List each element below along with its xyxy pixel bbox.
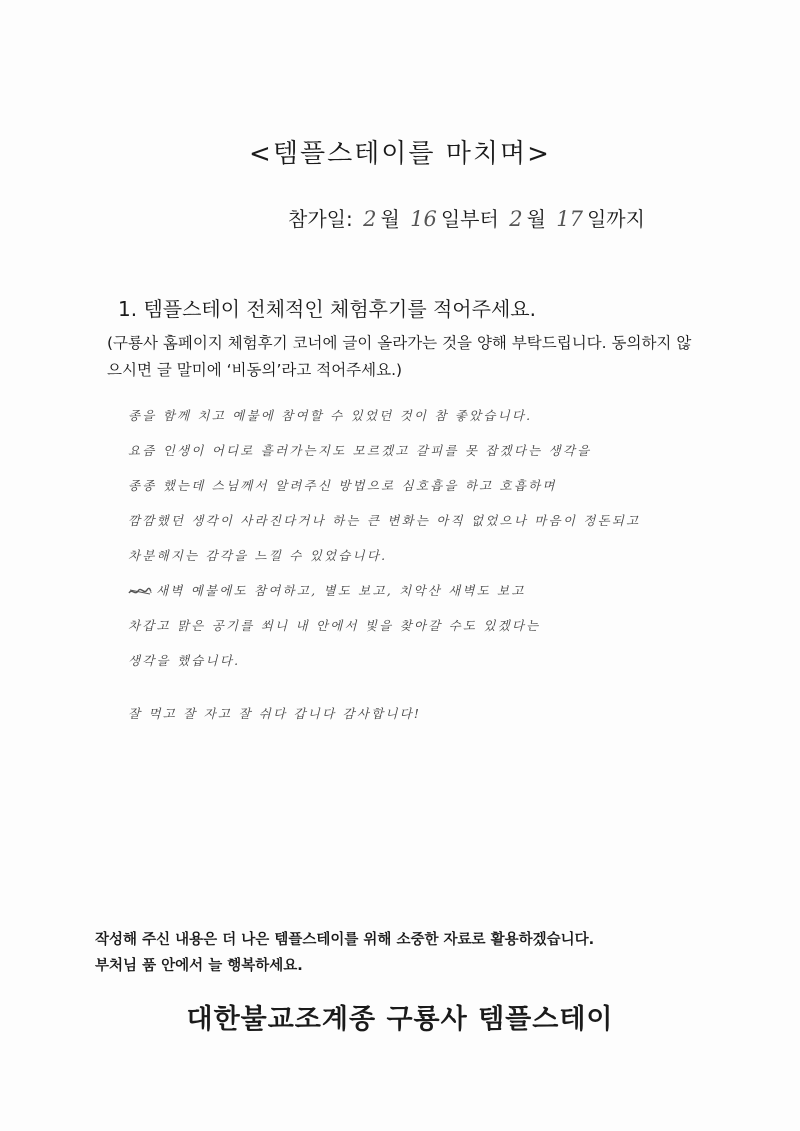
month-unit-end: 월 (526, 207, 546, 231)
answer-line: 생각을 했습니다. (128, 653, 241, 668)
to-text: 일까지 (586, 207, 645, 231)
answer-line: 요즘 인생이 어디로 흘러가는지도 모르겠고 갈피를 못 잡겠다는 생각을 (128, 443, 592, 458)
answer-line-with-scribble (128, 573, 668, 608)
form-title: <템플스테이를 마치며> (249, 139, 551, 169)
answer-line: 잘 먹고 잘 자고 잘 쉬다 갑니다 감사합니다! (128, 706, 422, 721)
period-label: 참가일: (288, 207, 353, 231)
answer-line: 종을 함께 치고 예불에 참여할 수 있었던 것이 참 좋았습니다. (128, 408, 533, 423)
footer-message-1: 작성해 주신 내용은 더 나은 템플스테이를 위해 소중한 자료로 활용하겠습니다. (95, 932, 595, 948)
answer-line: 차분해지는 감각을 느낄 수 있었습니다. (128, 548, 388, 563)
answer-line: 깜깜했던 생각이 사라진다거나 하는 큰 변화는 아직 없었으나 마음이 정돈되고 (128, 513, 641, 528)
start-month-handwritten: 2 (363, 207, 377, 231)
answer-line: 종종 했는데 스님께서 알려주신 방법으로 심호흡을 하고 호흡하며 (128, 478, 557, 493)
answer-line-text: 새벽 예불에도 참여하고, 별도 보고, 치악산 새벽도 보고 (156, 583, 526, 598)
footer-message-2: 부처님 품 안에서 늘 행복하세요. (95, 958, 303, 974)
crossed-out-scribble-icon (128, 587, 152, 597)
month-unit-start: 월 (380, 207, 400, 231)
start-day-handwritten: 16 (410, 207, 437, 231)
participation-period (288, 203, 645, 232)
answer-line: 차갑고 맑은 공기를 쐬니 내 안에서 빛을 찾아갈 수도 있겠다는 (128, 618, 541, 633)
organization-name: 대한불교조계종 구룡사 템플스테이 (186, 1004, 614, 1035)
end-day-handwritten: 17 (556, 207, 583, 231)
handwritten-answer (128, 398, 668, 731)
question-note: (구룡사 홈페이지 체험후기 코너에 글이 올라가는 것을 양해 부탁드립니다. 동의하지 않으시면 글 말미에 ‘비동의’라고 적어주세요.) (107, 334, 692, 379)
from-text: 일부터 (440, 207, 499, 231)
footer-messages (95, 927, 594, 979)
question-1: 1. 템플스테이 전체적인 체험후기를 적어주세요. (118, 297, 536, 321)
end-month-handwritten: 2 (509, 207, 523, 231)
